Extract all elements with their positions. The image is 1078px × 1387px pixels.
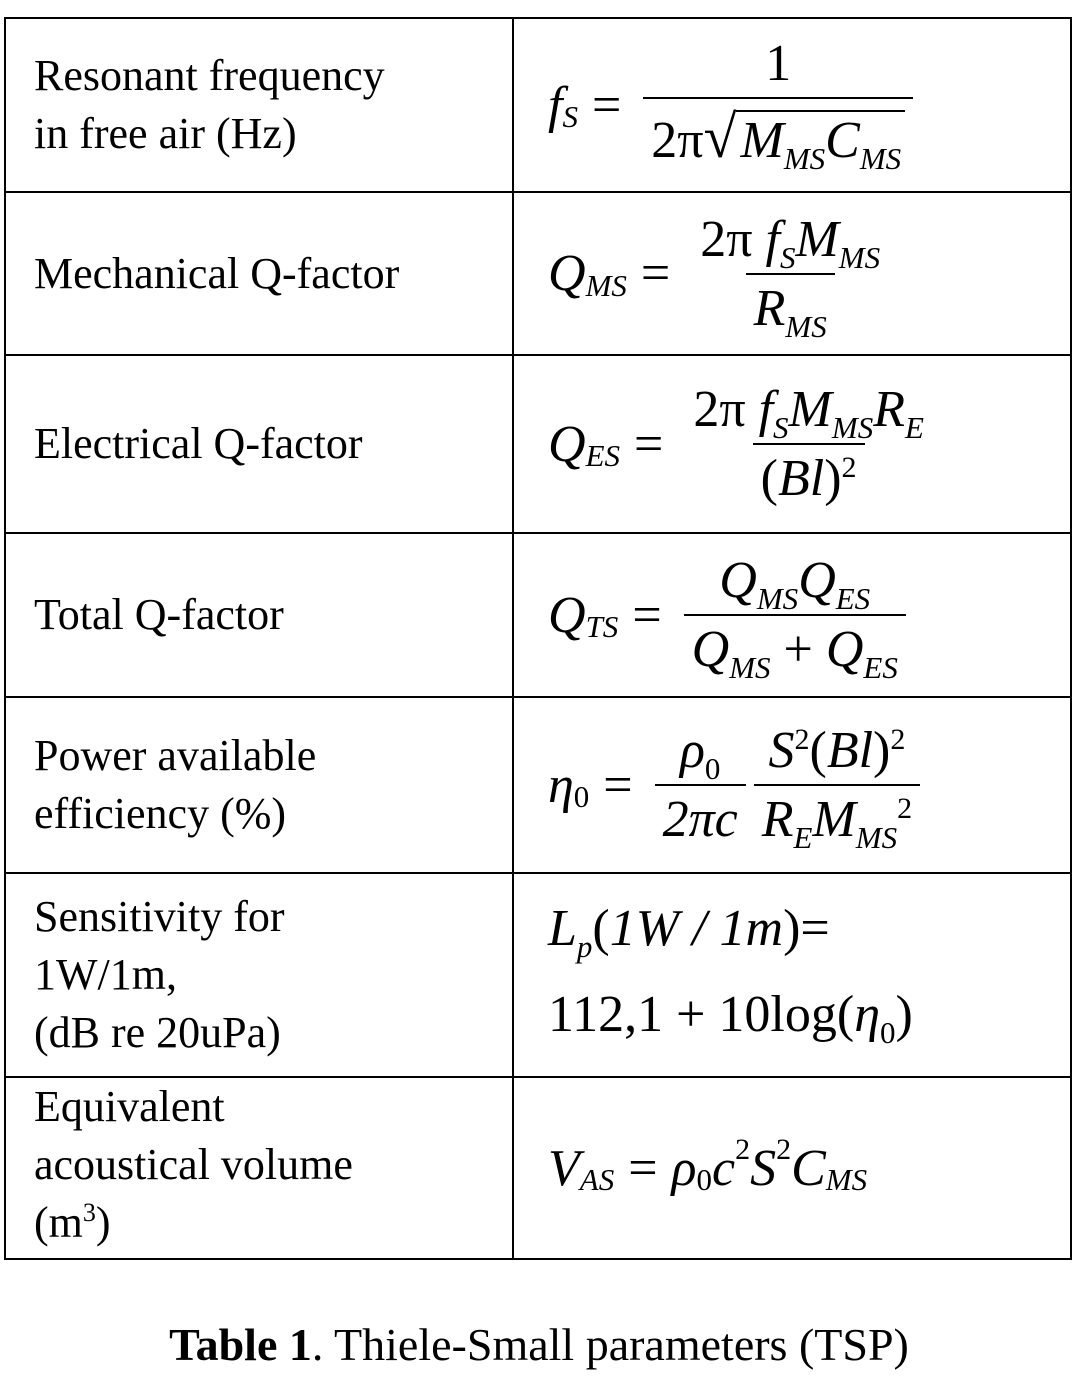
math-subscript: MS	[831, 410, 874, 445]
table-row	[5, 1077, 1071, 1259]
caption-text: . Thiele-Small parameters (TSP)	[311, 1319, 909, 1370]
math-symbol: 2π	[700, 210, 753, 268]
math-fraction	[685, 380, 932, 508]
label-line: Total Q-factor	[34, 590, 284, 639]
formula-mechanical-q	[513, 192, 1071, 355]
label-text: (m	[34, 1198, 83, 1247]
math-superscript: 2	[776, 1133, 792, 1166]
math-subscript: S	[773, 410, 789, 445]
math-symbol: L	[548, 900, 577, 957]
math-paren: (	[836, 986, 855, 1043]
label-cell	[5, 355, 513, 533]
math-operator: =	[800, 900, 830, 957]
math-paren: (	[760, 450, 778, 507]
label-line: 1W/1m,	[34, 950, 177, 999]
math-symbol: Bl	[826, 722, 874, 779]
math-subscript: ES	[863, 650, 898, 685]
math-symbol: η	[854, 986, 880, 1043]
label-superscript: 3	[82, 1198, 96, 1227]
math-symbol: R	[873, 381, 905, 438]
math-subscript: MS	[855, 820, 898, 855]
math-number: 1	[765, 35, 792, 92]
math-symbol: R	[753, 279, 786, 337]
math-symbol: 1W / 1m	[609, 900, 784, 957]
math-operator: +	[783, 621, 813, 678]
math-operator: =	[632, 586, 662, 644]
math-operator: +	[676, 986, 706, 1043]
math-symbol: V	[548, 1139, 580, 1197]
math-subscript: S	[779, 239, 796, 275]
label-line: Electrical Q-factor	[34, 419, 363, 468]
label-cell	[5, 18, 513, 192]
math-subscript: MS	[729, 650, 771, 685]
math-fraction	[655, 721, 746, 849]
table-row	[5, 355, 1071, 533]
label-line: Resonant frequency	[34, 51, 385, 100]
label-line: Sensitivity for	[34, 892, 285, 941]
math-superscript: 2	[735, 1133, 751, 1166]
label-cell	[5, 533, 513, 697]
label-text: )	[95, 1198, 111, 1247]
math-subscript: ES	[835, 581, 871, 616]
math-symbol: Q	[825, 621, 864, 678]
math-symbol: Bl	[778, 450, 825, 507]
table-row	[5, 533, 1071, 697]
math-subscript: MS	[825, 1162, 868, 1197]
math-subscript: E	[904, 410, 924, 445]
math-superscript: 2	[890, 723, 906, 756]
label-cell	[5, 1077, 513, 1259]
label-cell	[5, 192, 513, 355]
formula-electrical-q	[513, 355, 1071, 533]
math-paren: )	[824, 450, 842, 507]
math-subscript: MS	[756, 581, 799, 616]
math-paren: )	[873, 722, 891, 779]
math-symbol: ρ	[671, 1139, 697, 1197]
math-symbol: S	[750, 1139, 777, 1197]
math-subscript: MS	[859, 141, 902, 176]
math-symbol: f	[758, 381, 774, 438]
math-paren: (	[592, 900, 610, 957]
math-operator: =	[628, 1139, 658, 1197]
math-subscript: E	[793, 820, 813, 855]
math-subscript: MS	[838, 239, 881, 275]
math-symbol: Q	[719, 552, 757, 609]
math-number: 112,1	[548, 986, 664, 1043]
math-subscript: MS	[785, 308, 827, 344]
label-line: acoustical volume	[34, 1140, 353, 1189]
math-subscript: 0	[573, 779, 590, 814]
math-superscript: 2	[841, 451, 857, 484]
math-subscript: p	[576, 929, 593, 964]
label-line: efficiency (%)	[34, 789, 287, 838]
table-row	[5, 18, 1071, 192]
math-symbol: Q	[798, 552, 836, 609]
table-row	[5, 697, 1071, 873]
math-operator: =	[634, 415, 664, 473]
math-fraction	[684, 551, 906, 685]
math-symbol: Q	[548, 245, 586, 302]
math-symbol: C	[825, 112, 860, 169]
math-symbol: M	[788, 381, 832, 438]
math-subscript: S	[562, 99, 578, 134]
math-symbol: S	[768, 722, 795, 779]
math-paren: )	[895, 986, 913, 1043]
caption-label: Table 1	[169, 1319, 312, 1370]
label-line: Equivalent	[34, 1082, 225, 1131]
math-symbol: ρ	[679, 722, 705, 779]
math-operator: =	[603, 756, 633, 814]
math-paren: (	[809, 722, 827, 779]
math-symbol: 10log	[718, 986, 837, 1043]
math-paren: )	[783, 900, 801, 957]
math-operator: =	[640, 245, 671, 302]
formula-equivalent-volume	[513, 1077, 1071, 1259]
math-fraction	[692, 210, 888, 344]
label-line: (dB re 20uPa)	[34, 1008, 281, 1057]
math-symbol: R	[761, 791, 794, 848]
label-line: Power available	[34, 731, 317, 780]
table-row	[5, 873, 1071, 1077]
math-subscript: ES	[585, 438, 620, 473]
math-subscript: 0	[879, 1015, 896, 1050]
label-cell	[5, 873, 513, 1077]
math-symbol: 2π	[693, 381, 746, 438]
math-symbol: Q	[691, 621, 730, 678]
formula-sensitivity	[513, 873, 1071, 1077]
math-subscript: AS	[579, 1162, 615, 1197]
math-subscript: MS	[783, 141, 826, 176]
math-symbol: f	[765, 210, 780, 268]
table-caption	[0, 1318, 1078, 1371]
math-subscript: 0	[696, 1162, 712, 1197]
math-symbol: M	[740, 112, 784, 169]
label-line: Mechanical Q-factor	[34, 248, 400, 298]
math-symbol: 2πc	[662, 791, 738, 848]
formula-resonant-frequency	[513, 18, 1071, 192]
math-fraction	[754, 721, 920, 855]
math-symbol: Q	[548, 415, 586, 473]
math-symbol: M	[795, 210, 839, 268]
math-subscript: TS	[585, 609, 619, 644]
label-line	[34, 1194, 506, 1258]
table-row	[5, 192, 1071, 355]
tsp-table	[4, 17, 1072, 1260]
formula-efficiency	[513, 697, 1071, 873]
math-symbol: c	[712, 1139, 736, 1197]
math-subscript: MS	[585, 267, 627, 303]
math-subscript: 0	[704, 751, 721, 786]
math-superscript: 2	[897, 792, 913, 825]
label-cell	[5, 697, 513, 873]
math-superscript: 2	[794, 723, 810, 756]
math-operator: =	[591, 76, 622, 134]
math-symbol: M	[812, 791, 856, 848]
formula-total-q	[513, 533, 1071, 697]
math-fraction: $\frac{1}{2\pi√M_{MS}C_{MS}}$	[643, 34, 913, 176]
math-symbol: Q	[548, 586, 586, 644]
math-symbol: η	[548, 756, 574, 814]
label-line: in free air (Hz)	[34, 109, 297, 158]
math-symbol: C	[791, 1139, 826, 1197]
math-symbol: f	[548, 76, 563, 134]
math-symbol: 2π	[651, 112, 704, 169]
